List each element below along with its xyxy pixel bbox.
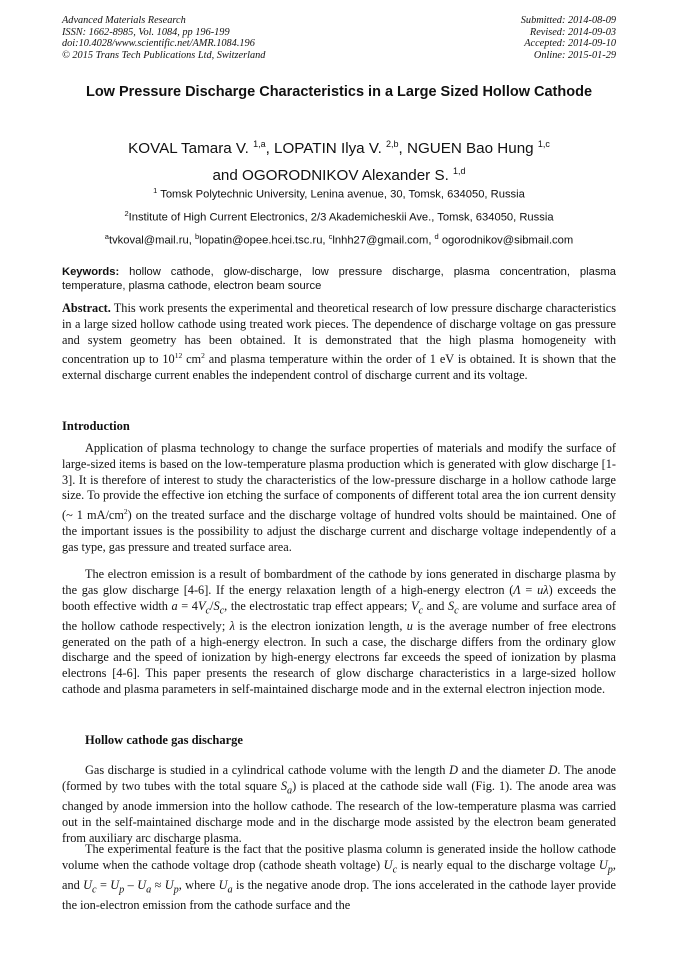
hollow-p2-symbol: U [598, 857, 608, 872]
email-3[interactable]: lnhh27@gmail.com, [332, 234, 435, 247]
copyright-line: © 2015 Trans Tech Publications Ltd, Switzerland [62, 49, 266, 61]
hollow-p2-subscript: a [227, 884, 233, 896]
accepted-date: Accepted: 2014-09-10 [524, 38, 616, 49]
intro-p2-text-h: are volume and surface area of the hollow cathode respectively; [62, 598, 617, 633]
affiliation-1-text: Tomsk Polytechnic University, Lenina avenue, 30, Tomsk, 634050, Russia [157, 188, 525, 201]
intro-p1-text-b: ) on the treated surface and the discharge voltage of hundred volts should be maintained. One of the important issues is the possibility to adjust the discharge current and discharge voltage independently of a gas type, gas pressure and treated surface area. [62, 508, 616, 554]
author-4-affil: 1,d [453, 166, 466, 177]
keywords [62, 266, 616, 293]
intro-p2-text-b: = [520, 582, 538, 597]
intro-p2-symbol: λ [229, 618, 235, 633]
submitted-date: Submitted: 2014-08-09 [520, 15, 616, 26]
intro-p2-subscript: c [205, 605, 211, 617]
hollow-paragraph-1 [62, 763, 616, 846]
hollow-p1-text-a: Gas discharge is studied in a cylindrical cathode volume with the length [85, 763, 450, 777]
intro-p2-text-f: , the electrostatic trap effect appears; [224, 598, 411, 613]
section-heading-introduction: Introduction [62, 419, 130, 433]
publication-dates [521, 15, 616, 61]
intro-paragraph-2 [62, 567, 616, 698]
intro-p2-symbol: Λ [513, 582, 521, 597]
hollow-p2-symbol: U [164, 878, 174, 893]
hollow-p2-text-c: , and [62, 857, 616, 893]
hollow-p1-symbol: D [548, 763, 558, 777]
abstract [62, 301, 616, 384]
author-4: and OGORODNIKOV Alexander S. [212, 167, 454, 185]
keywords-label: Keywords: [62, 266, 120, 278]
hollow-p2-symbol: U [137, 878, 147, 893]
hollow-p2-symbol: U [83, 878, 93, 893]
hollow-p1-symbol: D [449, 763, 458, 777]
author-list [62, 133, 616, 187]
intro-p2-text-e: / [210, 598, 214, 613]
email-3-mark: c [328, 232, 333, 241]
author-2-affil: 2,b [386, 139, 399, 149]
hollow-p2-text-g: , where [178, 878, 219, 893]
hollow-p2-text-d: = [96, 878, 111, 893]
hollow-paragraph-2 [62, 842, 616, 914]
intro-p2-symbol: uλ [537, 582, 549, 597]
online-date: Online: 2015-01-29 [533, 49, 616, 61]
intro-p2-subscript: c [219, 605, 225, 617]
intro-p2-text-c: ) exceeds the booth effective width [62, 582, 616, 613]
email-list [62, 230, 616, 248]
intro-paragraph-1 [62, 441, 616, 556]
abstract-text-3: and plasma temperature within the order of 1 eV is obtained. It is shown that the external discharge current enables the independent control of discharge current and its voltage. [62, 352, 616, 383]
affiliation-2 [62, 207, 616, 225]
abstract-text-2: cm [182, 352, 202, 367]
affiliation-1 [62, 184, 616, 202]
issn-line: ISSN: 1662-8985, Vol. 1084, pp 196-199 [62, 26, 230, 38]
hollow-p2-subscript: c [392, 864, 398, 876]
intro-p2-subscript: c [418, 605, 424, 617]
author-1: KOVAL Tamara V. [128, 140, 254, 158]
keywords-text: hollow cathode, glow-discharge, low pressure discharge, plasma concentration, plasma temperature, plasma cathode, electron beam source [62, 266, 616, 292]
affiliation-2-text: Institute of High Current Electronics, 2/3 Akademicheskii Ave., Tomsk, 634050, Russia [128, 211, 554, 224]
hollow-p2-symbol: U [218, 878, 228, 893]
hollow-p2-symbol: U [383, 857, 393, 872]
email-2-mark: b [194, 232, 200, 241]
hollow-p2-subscript: p [607, 864, 613, 876]
intro-p2-text-g: and [423, 598, 448, 613]
hollow-p1-symbol: S [280, 778, 288, 793]
hollow-p2-symbol: U [110, 878, 120, 893]
revised-date: Revised: 2014-09-03 [529, 26, 616, 38]
hollow-p2-text-e: – [124, 878, 138, 893]
section-heading-hollow-cathode: Hollow cathode gas discharge [85, 733, 243, 747]
hollow-p1-text-d: ) is placed at the cathode side wall (Fig. 1). The anode area was changed by anode immersion into the hollow cathode. The research of the low-temperature plasma was carried out in the self-maintained discharge mode and in the discharge mode assisted by the electron beam generated from auxiliary arc discharge plasma. [62, 778, 616, 845]
intro-p2-text-a: The electron emission is a result of bombardment of the cathode by ions generated in discharge plasma by the gas glow discharge [4-6]. If the energy relaxation length of a high-energy electron ( [62, 567, 616, 597]
hollow-p2-text-h: is the negative anode drop. The ions accelerated in the cathode layer provide the ion-electron emission from the cathode surface and the [62, 878, 616, 913]
intro-p2-symbol: S [447, 598, 455, 613]
intro-p2-symbol: a [171, 598, 178, 613]
hollow-p1-subscript: a [287, 785, 293, 797]
intro-p2-text-i: is the electron ionization length, [234, 618, 407, 633]
hollow-p2-text-b: is nearly equal to the discharge voltage [397, 857, 599, 872]
intro-p2-text-d: = 4 [177, 598, 198, 613]
intro-p2-symbol: u [406, 618, 413, 633]
affiliation-1-mark: 1 [153, 186, 158, 195]
author-3: , NGUEN Bao Hung [398, 140, 538, 158]
paper-title: Low Pressure Discharge Characteristics in a Large Sized Hollow Cathode [85, 84, 593, 100]
intro-p2-symbol: V [197, 598, 206, 613]
hollow-p1-text-b: and the diameter [457, 763, 549, 777]
email-2[interactable]: lopatin@opee.hcei.tsc.ru, [199, 234, 329, 247]
email-1-mark: a [104, 232, 109, 241]
affiliation-2-mark: 2 [124, 209, 129, 218]
intro-p2-symbol: S [213, 598, 220, 613]
abstract-text-1: This work presents the experimental and theoretical research of low pressure discharge characteristics in a large sized hollow cathode using treated work pieces. The dependence of discharge voltage on gas pressure and system geometry has been obtained. It is demonstrated that the high plasma homogeneity with concentration up to 10 [62, 301, 616, 367]
intro-p1-sup: 2 [123, 507, 128, 517]
email-1[interactable]: tvkoval@mail.ru, [108, 234, 195, 247]
doi-line: doi:10.4028/www.scientific.net/AMR.1084.196 [62, 38, 255, 49]
author-1-affil: 1,a [253, 139, 266, 149]
journal-name: Advanced Materials Research [62, 15, 186, 26]
hollow-p2-subscript: p [119, 884, 125, 896]
hollow-p2-subscript: a [146, 884, 152, 896]
author-3-affil: 1,c [537, 139, 550, 149]
journal-info [62, 15, 265, 61]
author-2: , LOPATIN Ilya V. [265, 140, 387, 158]
intro-p2-subscript: c [454, 605, 459, 617]
intro-p2-symbol: V [410, 598, 419, 613]
intro-p2-text-j: is the average number of free electrons generated on the path of a high-energy electron. In such a case, the discharge differs from the ordinary glow discharge and the speed of ionization by high-energy electrons far exceeds the speed of ionization by plasma electrons [4-6]. This paper presents the research of glow discharge characteristics in a large-sized hollow cathode and plasma parameters in self-maintained discharge mode and in the external electron injection mode. [62, 618, 616, 697]
abstract-label: Abstract. [62, 301, 111, 315]
email-4[interactable]: ogorodnikov@sibmail.com [438, 234, 574, 247]
hollow-p2-subscript: c [92, 884, 97, 896]
hollow-p2-text-f: ≈ [151, 878, 165, 893]
intro-p1-text-a: Application of plasma technology to change the surface properties of materials and modify the surface of large-sized items is based on the low-temperature plasma production which is generated with glow discharge [1-3]. It is therefore of interest to study the characteristics of the low-pressure discharge in a hollow cathode large size. To provide the effective ion etching the surface of components of different total area the ion current density (~ 1 mA/cm [62, 441, 616, 523]
abstract-sup-2: 2 [201, 351, 205, 361]
hollow-p1-text-c: . The anode (formed by two tubes with the total square [62, 763, 617, 793]
hollow-p2-subscript: p [173, 884, 179, 896]
hollow-p2-text-a: The experimental feature is the fact that the positive plasma column is generated inside the hollow cathode volume when the cathode voltage drop (cathode sheath voltage) [62, 842, 616, 872]
abstract-sup-1: 12 [174, 351, 183, 361]
email-4-mark: d [434, 232, 439, 241]
